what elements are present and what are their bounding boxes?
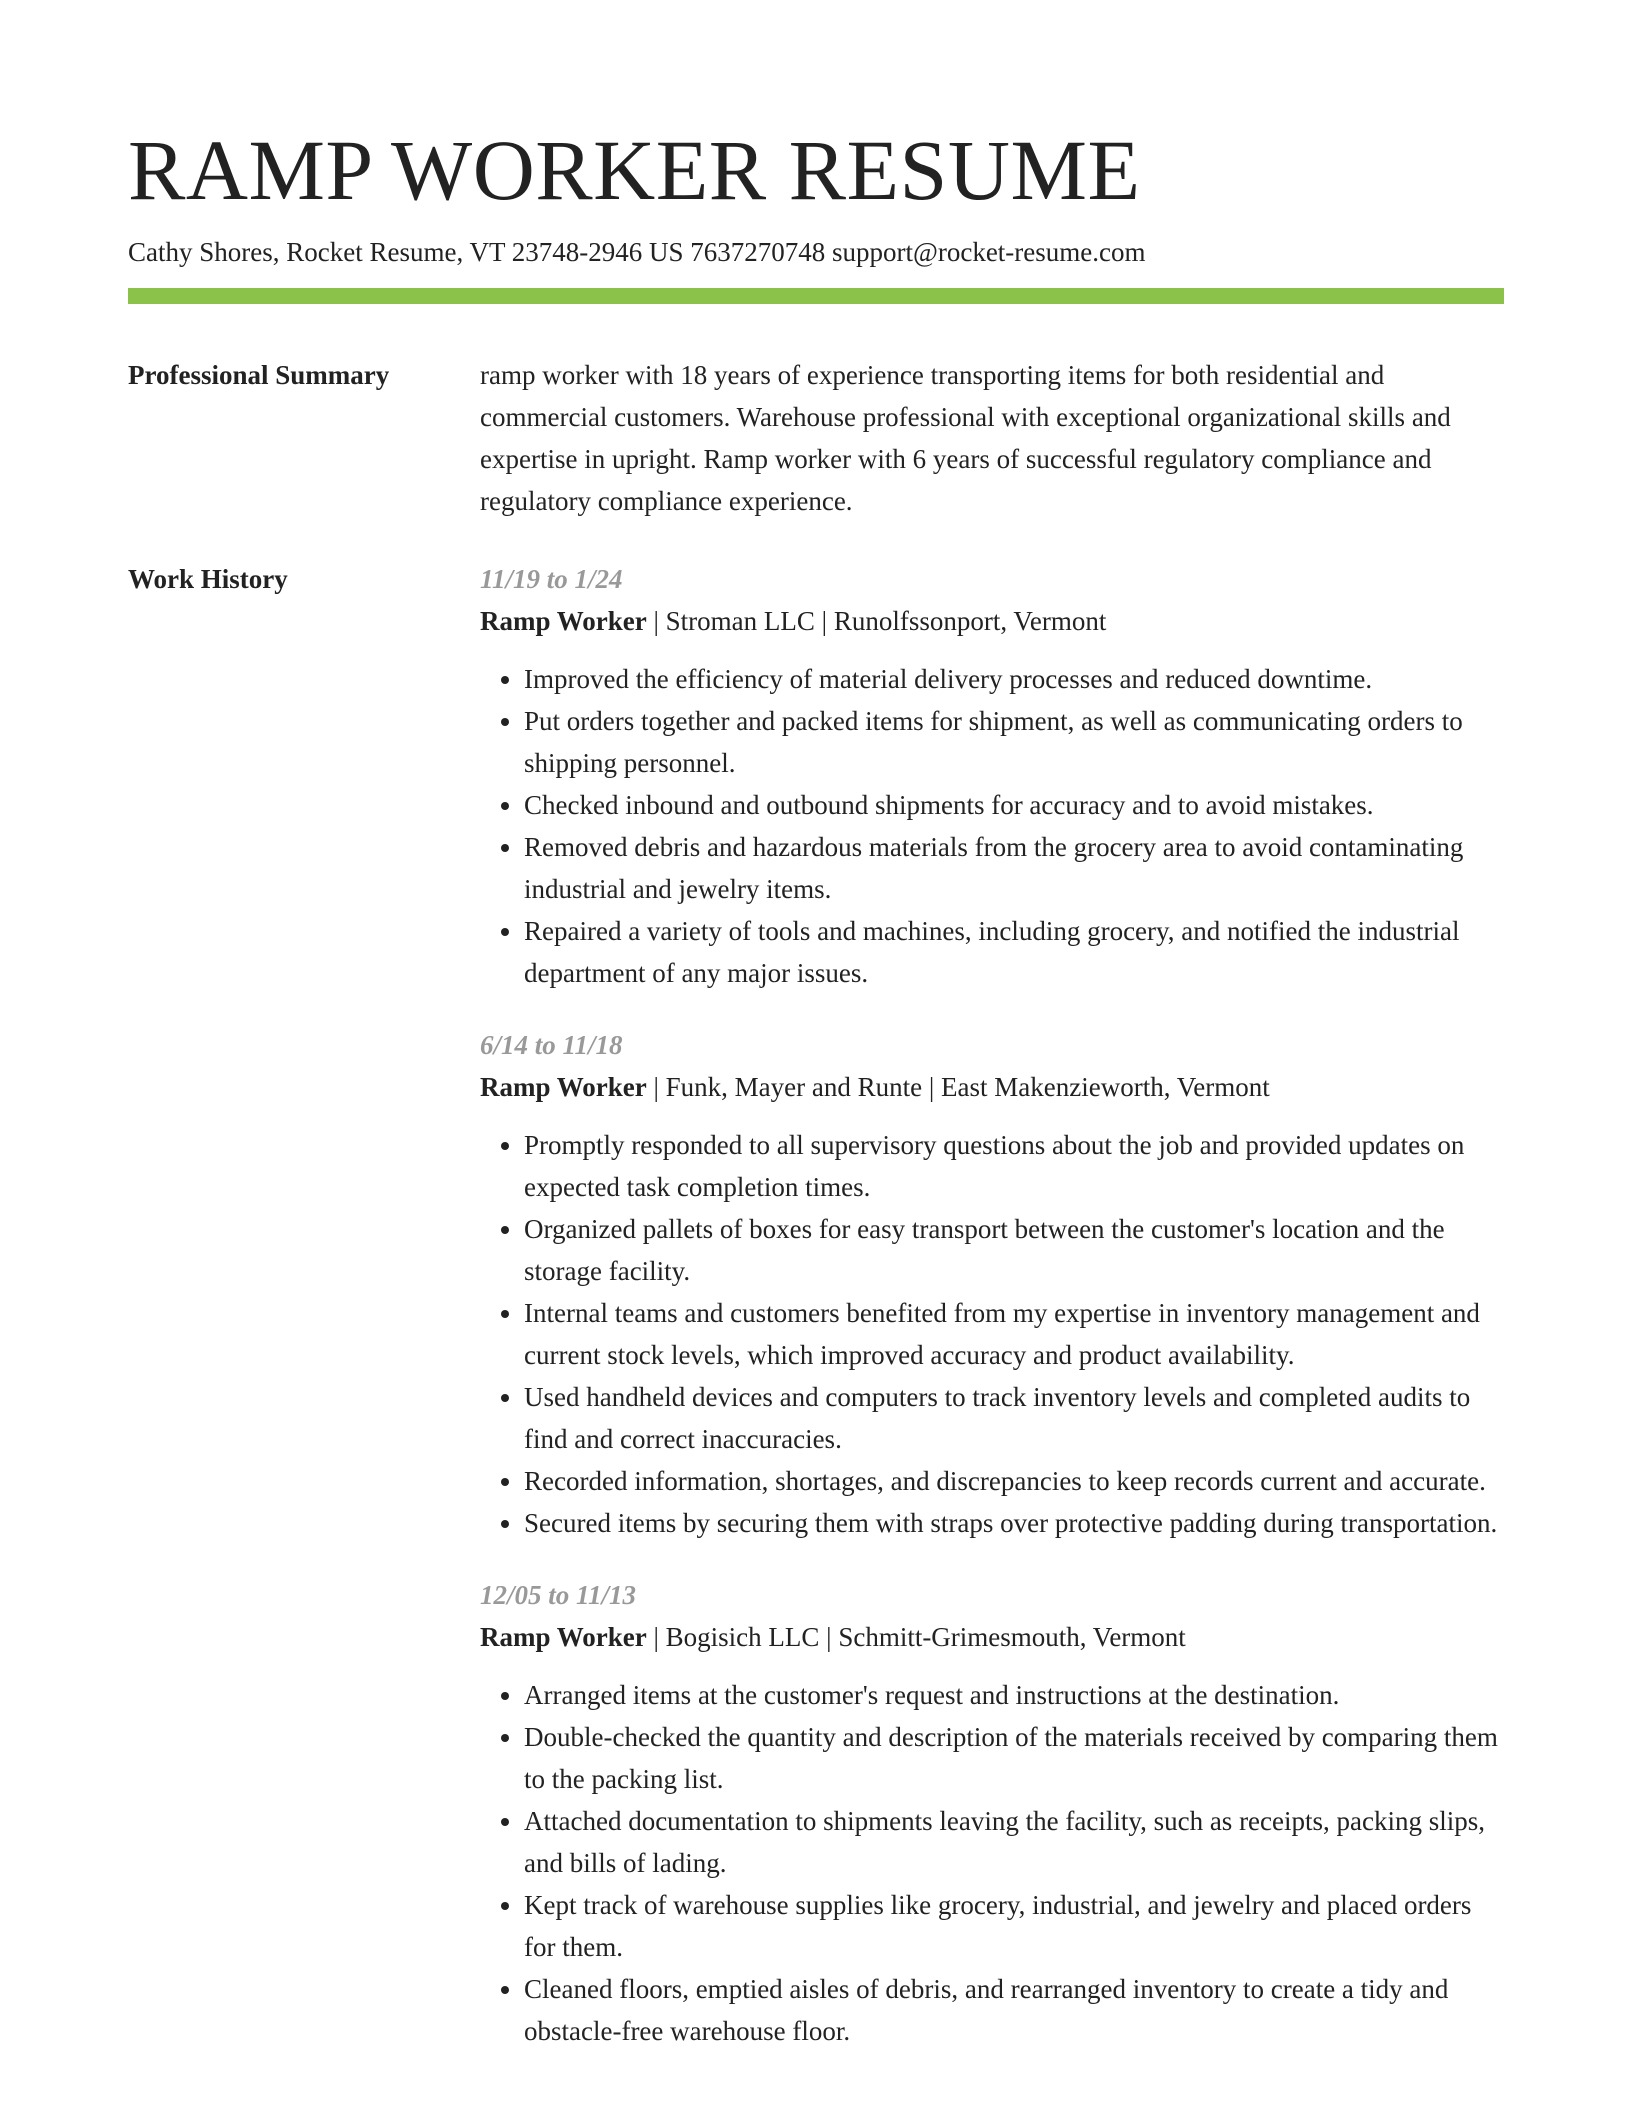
job-entry bbox=[480, 1574, 1504, 2052]
list-item: • Used handheld devices and computers to track inventory levels and completed audits to find and correct inaccuracies. bbox=[524, 1376, 1504, 1460]
resume-page bbox=[128, 118, 1504, 2052]
list-item: • Arranged items at the customer's request and instructions at the destination. bbox=[524, 1674, 1504, 1716]
contact-line: Cathy Shores, Rocket Resume, VT 23748-2946 US 7637270748 support@rocket-resume.com bbox=[128, 237, 1146, 267]
job-title: Ramp Worker bbox=[480, 1072, 647, 1102]
list-item: • Repaired a variety of tools and machines, including grocery, and notified the industrial department of any major issues. bbox=[524, 910, 1504, 994]
list-item: • Internal teams and customers benefited from my expertise in inventory management and current stock levels, which improved accuracy and product availability. bbox=[524, 1292, 1504, 1376]
job-location: East Makenzieworth, Vermont bbox=[941, 1072, 1270, 1102]
job-title: Ramp Worker bbox=[480, 1622, 647, 1652]
job-dates: 11/19 to 1/24 bbox=[480, 564, 623, 594]
job-location: Runolfssonport, Vermont bbox=[833, 606, 1107, 636]
work-history-body bbox=[480, 558, 1504, 2052]
job-company: Stroman LLC bbox=[665, 606, 815, 636]
separator: | bbox=[653, 1622, 659, 1652]
list-item: • Cleaned floors, emptied aisles of debris, and rearranged inventory to create a tidy and obstacle-free warehouse floor. bbox=[524, 1968, 1504, 2052]
job-title: Ramp Worker bbox=[480, 606, 647, 636]
summary-text: ramp worker with 18 years of experience transporting items for both residential and commercial customers. Warehouse professional with exceptional organizational skills and expertise in upright. Ramp worker with 6 years of successful regulatory compliance and regulatory compliance experience. bbox=[480, 360, 1451, 516]
job-location: Schmitt-Grimesmouth, Vermont bbox=[838, 1622, 1186, 1652]
job-heading bbox=[480, 1616, 1504, 1658]
job-heading bbox=[480, 600, 1504, 642]
work-history-section bbox=[128, 558, 1504, 2052]
list-item: • Recorded information, shortages, and discrepancies to keep records current and accurate. bbox=[524, 1460, 1504, 1502]
separator: | bbox=[653, 606, 659, 636]
separator: | bbox=[826, 1622, 832, 1652]
job-dates: 12/05 to 11/13 bbox=[480, 1580, 637, 1610]
accent-divider bbox=[128, 288, 1504, 304]
list-item: • Promptly responded to all supervisory questions about the job and provided updates on expected task completion times. bbox=[524, 1124, 1504, 1208]
job-entry bbox=[480, 1024, 1504, 1544]
professional-summary-section bbox=[128, 354, 1504, 522]
job-bullets bbox=[480, 1124, 1504, 1544]
separator: | bbox=[821, 606, 828, 636]
separator: | bbox=[653, 1072, 659, 1102]
job-dates: 6/14 to 11/18 bbox=[480, 1030, 623, 1060]
job-company: Bogisich LLC bbox=[665, 1622, 820, 1652]
list-item: • Put orders together and packed items for shipment, as well as communicating orders to shipping personnel. bbox=[524, 700, 1504, 784]
list-item: • Kept track of warehouse supplies like grocery, industrial, and jewelry and placed orders for them. bbox=[524, 1884, 1504, 1968]
list-item: • Removed debris and hazardous materials from the grocery area to avoid contaminating industrial and jewelry items. bbox=[524, 826, 1504, 910]
job-bullets bbox=[480, 1674, 1504, 2052]
job-heading bbox=[480, 1066, 1504, 1108]
list-item: • Double-checked the quantity and description of the materials received by comparing them to the packing list. bbox=[524, 1716, 1504, 1800]
resume-title: RAMP WORKER RESUME bbox=[128, 122, 1141, 218]
summary-body bbox=[480, 354, 1504, 522]
job-entry bbox=[480, 558, 1504, 994]
section-label-work-history: Work History bbox=[128, 564, 288, 594]
job-company: Funk, Mayer and Runte bbox=[665, 1072, 923, 1102]
separator: | bbox=[928, 1072, 935, 1102]
section-label-summary: Professional Summary bbox=[128, 360, 390, 390]
list-item: • Improved the efficiency of material delivery processes and reduced downtime. bbox=[524, 658, 1504, 700]
list-item: • Organized pallets of boxes for easy transport between the customer's location and the storage facility. bbox=[524, 1208, 1504, 1292]
job-bullets bbox=[480, 658, 1504, 994]
list-item: • Checked inbound and outbound shipments for accuracy and to avoid mistakes. bbox=[524, 784, 1504, 826]
list-item: • Secured items by securing them with straps over protective padding during transportation. bbox=[524, 1502, 1504, 1544]
list-item: • Attached documentation to shipments leaving the facility, such as receipts, packing slips, and bills of lading. bbox=[524, 1800, 1504, 1884]
